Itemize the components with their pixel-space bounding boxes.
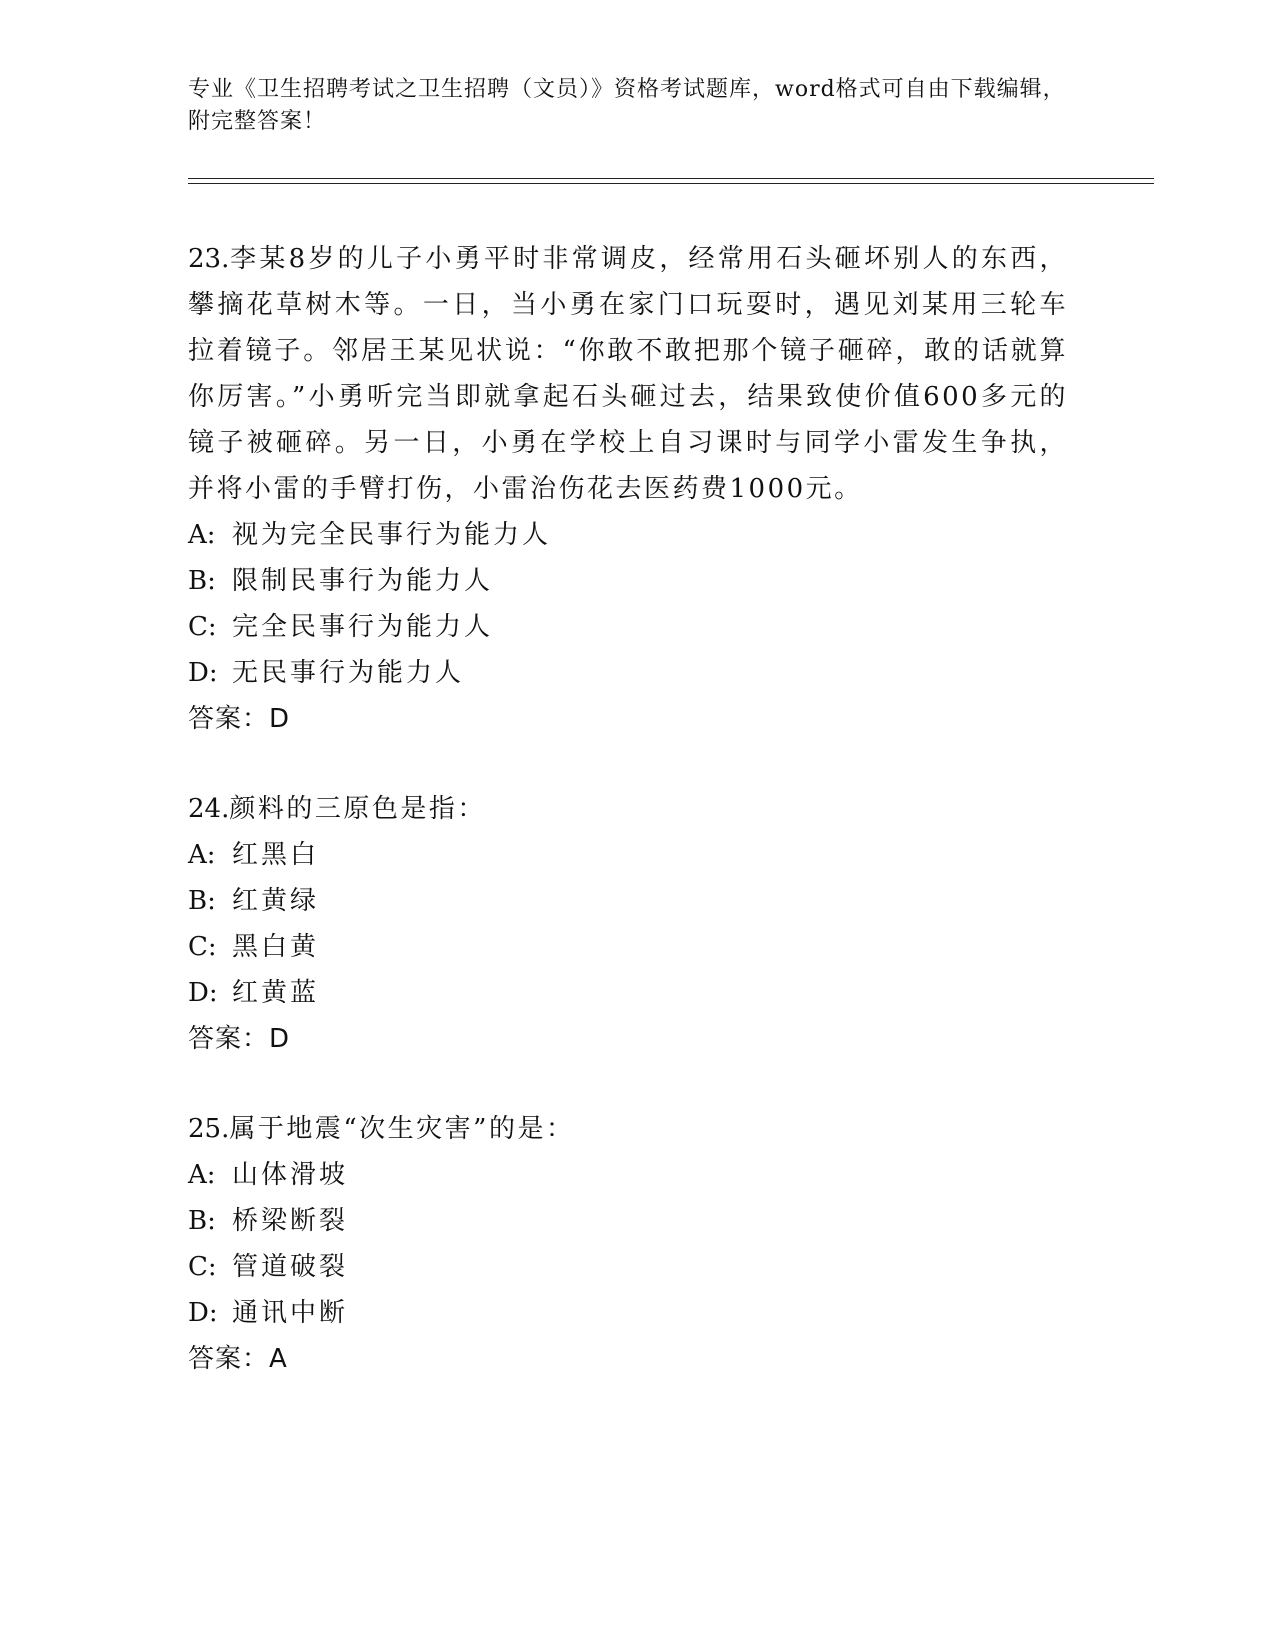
question-number: 25. xyxy=(188,1114,230,1144)
option-text: 通讯中断 xyxy=(232,1298,349,1328)
option-key: C: xyxy=(188,1252,217,1282)
question-25 xyxy=(188,1106,1068,1382)
question-24 xyxy=(188,786,1068,1062)
document-intro xyxy=(188,74,1088,138)
question-list xyxy=(188,236,1068,1426)
option-key: C: xyxy=(188,612,217,642)
header-divider-bottom xyxy=(188,183,1154,184)
option-text: 完全民事行为能力人 xyxy=(232,612,494,642)
option-text: 视为完全民事行为能力人 xyxy=(232,520,552,550)
option-text: 红黄绿 xyxy=(232,886,320,916)
answer-line: 答案：D xyxy=(188,1024,291,1054)
option-b xyxy=(188,558,1068,604)
option-c xyxy=(188,1244,1068,1290)
option-text: 无民事行为能力人 xyxy=(232,658,465,688)
question-text: 颜料的三原色是指： xyxy=(229,794,486,824)
option-key: C: xyxy=(188,932,217,962)
option-text: 限制民事行为能力人 xyxy=(232,566,494,596)
question-number: 24. xyxy=(188,794,230,824)
answer-line: 答案：A xyxy=(188,1344,288,1374)
question-text: 属于地震“次生灾害”的是： xyxy=(229,1114,575,1144)
intro-text: 专业《卫生招聘考试之卫生招聘（文员）》资格考试题库，word格式可自由下载编辑，附完整答案！ xyxy=(188,77,1066,134)
option-a xyxy=(188,832,1068,878)
option-key: D: xyxy=(188,1298,218,1328)
option-d xyxy=(188,970,1068,1016)
option-key: D: xyxy=(188,978,218,1008)
option-text: 红黑白 xyxy=(232,840,320,870)
question-text: 李某8岁的儿子小勇平时非常调皮，经常用石头砸坏别人的东西，攀摘花草树木等。一日，当小勇在家门口玩耍时，遇见刘某用三轮车拉着镜子。邻居王某见状说：“你敢不敢把那个镜子砸碎，敢的话就算你厉害。”小勇听完当即就拿起石头砸过去，结果致使价值600多元的镜子被砸碎。另一日，小勇在学校上自习课时与同学小雷发生争执，并将小雷的手臂打伤，小雷治伤花去医药费1000元。 xyxy=(188,244,1068,504)
question-stem xyxy=(188,236,1068,512)
option-key: B: xyxy=(188,566,216,596)
option-a xyxy=(188,1152,1068,1198)
option-d xyxy=(188,650,1068,696)
option-text: 红黄蓝 xyxy=(232,978,320,1008)
option-key: D: xyxy=(188,658,218,688)
answer-line: 答案：D xyxy=(188,704,291,734)
header-divider-top xyxy=(188,178,1154,179)
option-text: 山体滑坡 xyxy=(232,1160,349,1190)
option-text: 黑白黄 xyxy=(232,932,320,962)
option-key: B: xyxy=(188,1206,216,1236)
option-key: A: xyxy=(188,840,216,870)
question-23 xyxy=(188,236,1068,742)
option-a xyxy=(188,512,1068,558)
question-stem xyxy=(188,786,1068,832)
option-b xyxy=(188,878,1068,924)
option-text: 桥梁断裂 xyxy=(232,1206,349,1236)
option-c xyxy=(188,924,1068,970)
option-text: 管道破裂 xyxy=(232,1252,349,1282)
option-d xyxy=(188,1290,1068,1336)
option-b xyxy=(188,1198,1068,1244)
option-c xyxy=(188,604,1068,650)
question-number: 23. xyxy=(188,244,230,274)
option-key: B: xyxy=(188,886,216,916)
question-stem xyxy=(188,1106,1068,1152)
option-key: A: xyxy=(188,520,216,550)
option-key: A: xyxy=(188,1160,216,1190)
